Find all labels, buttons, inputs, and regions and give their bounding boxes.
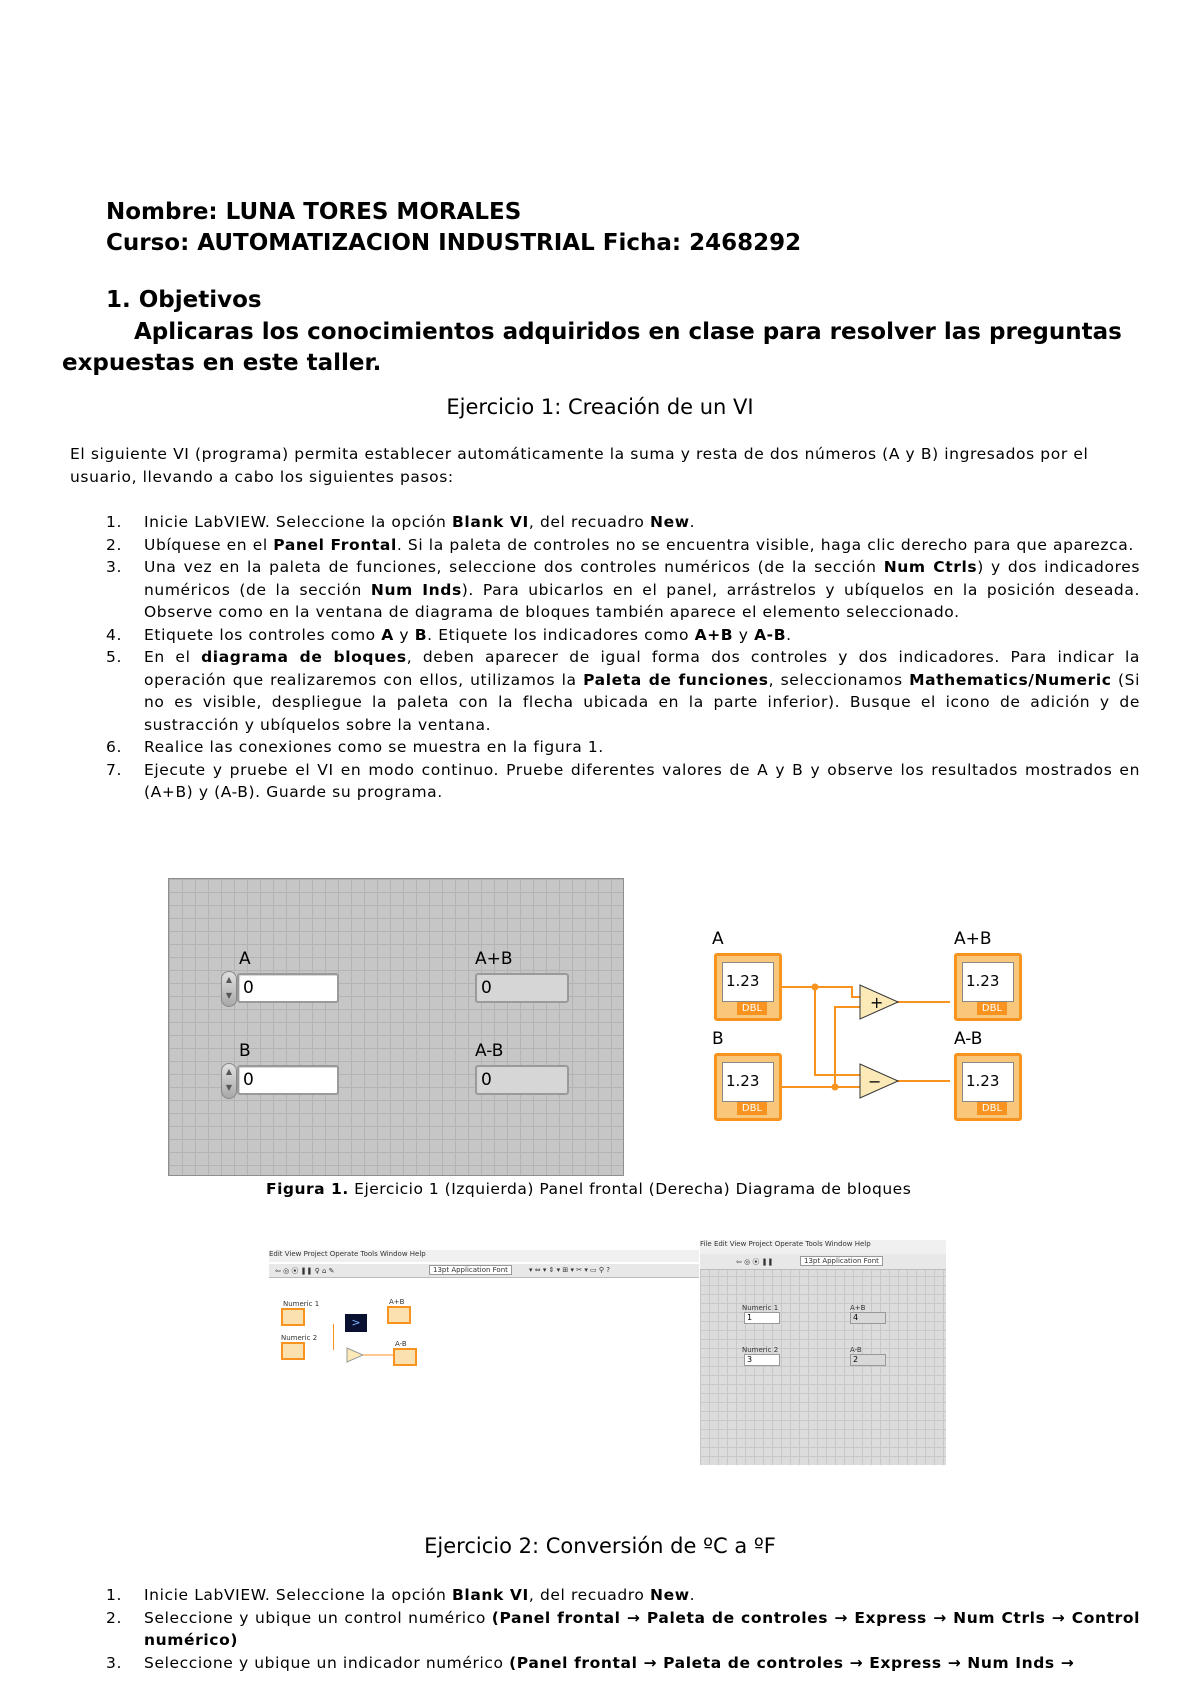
shot-term-diff xyxy=(393,1348,417,1366)
exercise2-steps xyxy=(106,1584,1140,1674)
bd-terminal-b: 1.23 DBL xyxy=(714,1053,782,1121)
labview-block-diagram-screenshot xyxy=(265,1248,698,1408)
bd-terminal-a: 1.23 DBL xyxy=(714,953,782,1021)
fp-control-b[interactable]: 0 xyxy=(237,1065,339,1095)
bd-terminal-sum: 1.23 DBL xyxy=(954,953,1022,1021)
front-panel-figure xyxy=(168,878,624,1176)
shot-label-num1: Numeric 1 xyxy=(283,1300,320,1308)
fp-spinner-a[interactable]: ▲ ▼ xyxy=(221,971,237,1007)
shot-label-sum: A+B xyxy=(389,1298,405,1306)
shot-fp-num1: 1 xyxy=(744,1312,780,1324)
screenshot-toolbar-right: ⇦ ◎ ⦿ ❚❚ 13pt Application Font xyxy=(700,1254,946,1270)
shot-fp-label-num1: Numeric 1 xyxy=(742,1304,779,1312)
subtract-glyph: − xyxy=(868,1072,882,1091)
objectives-title: 1. Objetivos xyxy=(106,287,262,313)
bd-label-b: B xyxy=(712,1029,724,1049)
ex2-step-1: 1. Inicie LabVIEW. Seleccione la opción Blank VI, del recuadro New. xyxy=(106,1586,696,1604)
shot-fp-label-num2: Numeric 2 xyxy=(742,1346,779,1354)
fp-label-b: B xyxy=(239,1041,251,1061)
figure1-caption: Figura 1. Ejercicio 1 (Izquierda) Panel frontal (Derecha) Diagrama de bloques xyxy=(266,1180,912,1198)
block-diagram-figure xyxy=(710,925,1040,1125)
objectives-text-line1: Aplicaras los conocimientos adquiridos en clase para resolver las preguntas xyxy=(134,319,1122,345)
screenshot-menubar-left: Edit View Project Operate Tools Window Help xyxy=(269,1250,699,1262)
ex2-step-2: 2. Seleccione y ubique un control numérico (Panel frontal → Paleta de controles → Express → Num Ctrls → Control numérico) xyxy=(106,1608,1140,1649)
fp-indicator-diff: 0 xyxy=(475,1065,569,1095)
shot-fp-label-diff: A-B xyxy=(850,1346,862,1354)
ex2-step-3: 3. Seleccione y ubique un indicador numérico (Panel frontal → Paleta de controles → Express → Num Inds → xyxy=(106,1653,1075,1672)
course-info: Curso: AUTOMATIZACION INDUSTRIAL Ficha: 2468292 xyxy=(106,230,802,256)
fp-label-diff: A-B xyxy=(475,1041,504,1061)
objectives-text-line2: expuestas en este taller. xyxy=(62,350,382,376)
step-4: 4. Etiquete los controles como A y B. Etiquete los indicadores como A+B y A-B. xyxy=(106,625,792,644)
fp-label-a: A xyxy=(239,949,251,969)
bd-label-sum: A+B xyxy=(954,929,992,949)
junction-b xyxy=(832,1084,839,1091)
shot-label-num2: Numeric 2 xyxy=(281,1334,318,1342)
shot-fp-num2: 3 xyxy=(744,1354,780,1366)
fp-control-a[interactable]: 0 xyxy=(237,973,339,1003)
shot-compare-icon: > xyxy=(345,1314,367,1332)
shot-fp-sum: 4 xyxy=(850,1312,886,1324)
shot-fp-label-sum: A+B xyxy=(850,1304,866,1312)
wire-a-minus xyxy=(815,987,860,1075)
shot-subtract-icon xyxy=(345,1346,395,1366)
exercise2-title: Ejercicio 2: Conversión de ºC a ºF xyxy=(424,1534,776,1558)
bd-label-diff: A-B xyxy=(954,1029,983,1049)
junction-a xyxy=(812,984,819,991)
exercise1-intro: El siguiente VI (programa) permita establecer automáticamente la suma y resta de dos números (A y B) ingresados por el usuario, llevando a cabo los siguientes pasos: xyxy=(70,445,1089,486)
student-name: Nombre: LUNA TORES MORALES xyxy=(106,199,522,225)
exercise1-steps xyxy=(106,511,1140,804)
step-5: 5. En el diagrama de bloques, deben aparecer de igual forma dos controles y dos indicadores. Para indicar la operación que realizaremos con ellos, utilizamos la Paleta de funciones, seleccionamos Mathematics/Numeric (Si no es visible, despliegue la paleta con la flecha ubicada en la parte inferior). Busque el icono de adición y de sustracción y ubíquelos sobre la ventana. xyxy=(106,648,1141,734)
step-6: 6. Realice las conexiones como se muestra en la figura 1. xyxy=(106,738,604,756)
step-7: 7. Ejecute y pruebe el VI en modo continuo. Pruebe diferentes valores de A y B y observe los resultados mostrados en (A+B) y (A-B). Guarde su programa. xyxy=(106,760,1140,801)
screenshot-toolbar-left: ⇦ ◎ ⦿ ❚❚ ♀ ⌂ ✎ 13pt Application Font ▾ ⇔ ▾ ⇕ ▾ ⊞ ▾ ✂ ▾ ▭ ⚲ ? xyxy=(269,1264,699,1278)
bd-terminal-diff: 1.23 DBL xyxy=(954,1053,1022,1121)
shot-term-num1 xyxy=(281,1308,305,1326)
fp-indicator-sum: 0 xyxy=(475,973,569,1003)
step-2: 2. Ubíquese en el Panel Frontal. Si la paleta de controles no se encuentra visible, haga clic derecho para que aparezca. xyxy=(106,535,1134,554)
exercise1-title: Ejercicio 1: Creación de un VI xyxy=(446,395,754,419)
labview-front-panel-screenshot xyxy=(700,1240,946,1465)
shot-fp-diff: 2 xyxy=(850,1354,886,1366)
screenshot-menubar-right: File Edit View Project Operate Tools Window Help xyxy=(700,1240,946,1254)
fp-spinner-b[interactable]: ▲ ▼ xyxy=(221,1063,237,1099)
shot-term-num2 xyxy=(281,1342,305,1360)
wire-a-plus xyxy=(782,987,860,997)
shot-term-sum xyxy=(387,1306,411,1324)
bd-label-a: A xyxy=(712,929,724,949)
shot-label-diff: A-B xyxy=(395,1340,407,1348)
step-1: 1. Inicie LabVIEW. Seleccione la opción Blank VI, del recuadro New. xyxy=(106,513,696,531)
add-glyph: + xyxy=(870,993,884,1012)
fp-label-sum: A+B xyxy=(475,949,513,969)
step-3: 3. Una vez en la paleta de funciones, seleccione dos controles numéricos (de la sección Num Ctrls) y dos indicadores numéricos (de la sección Num Inds). Para ubicarlos en el panel, arrástrelos y ubíquelos en la posición deseada. Observe como en la ventana de diagrama de bloques también aparece el elemento seleccionado. xyxy=(106,558,1141,621)
